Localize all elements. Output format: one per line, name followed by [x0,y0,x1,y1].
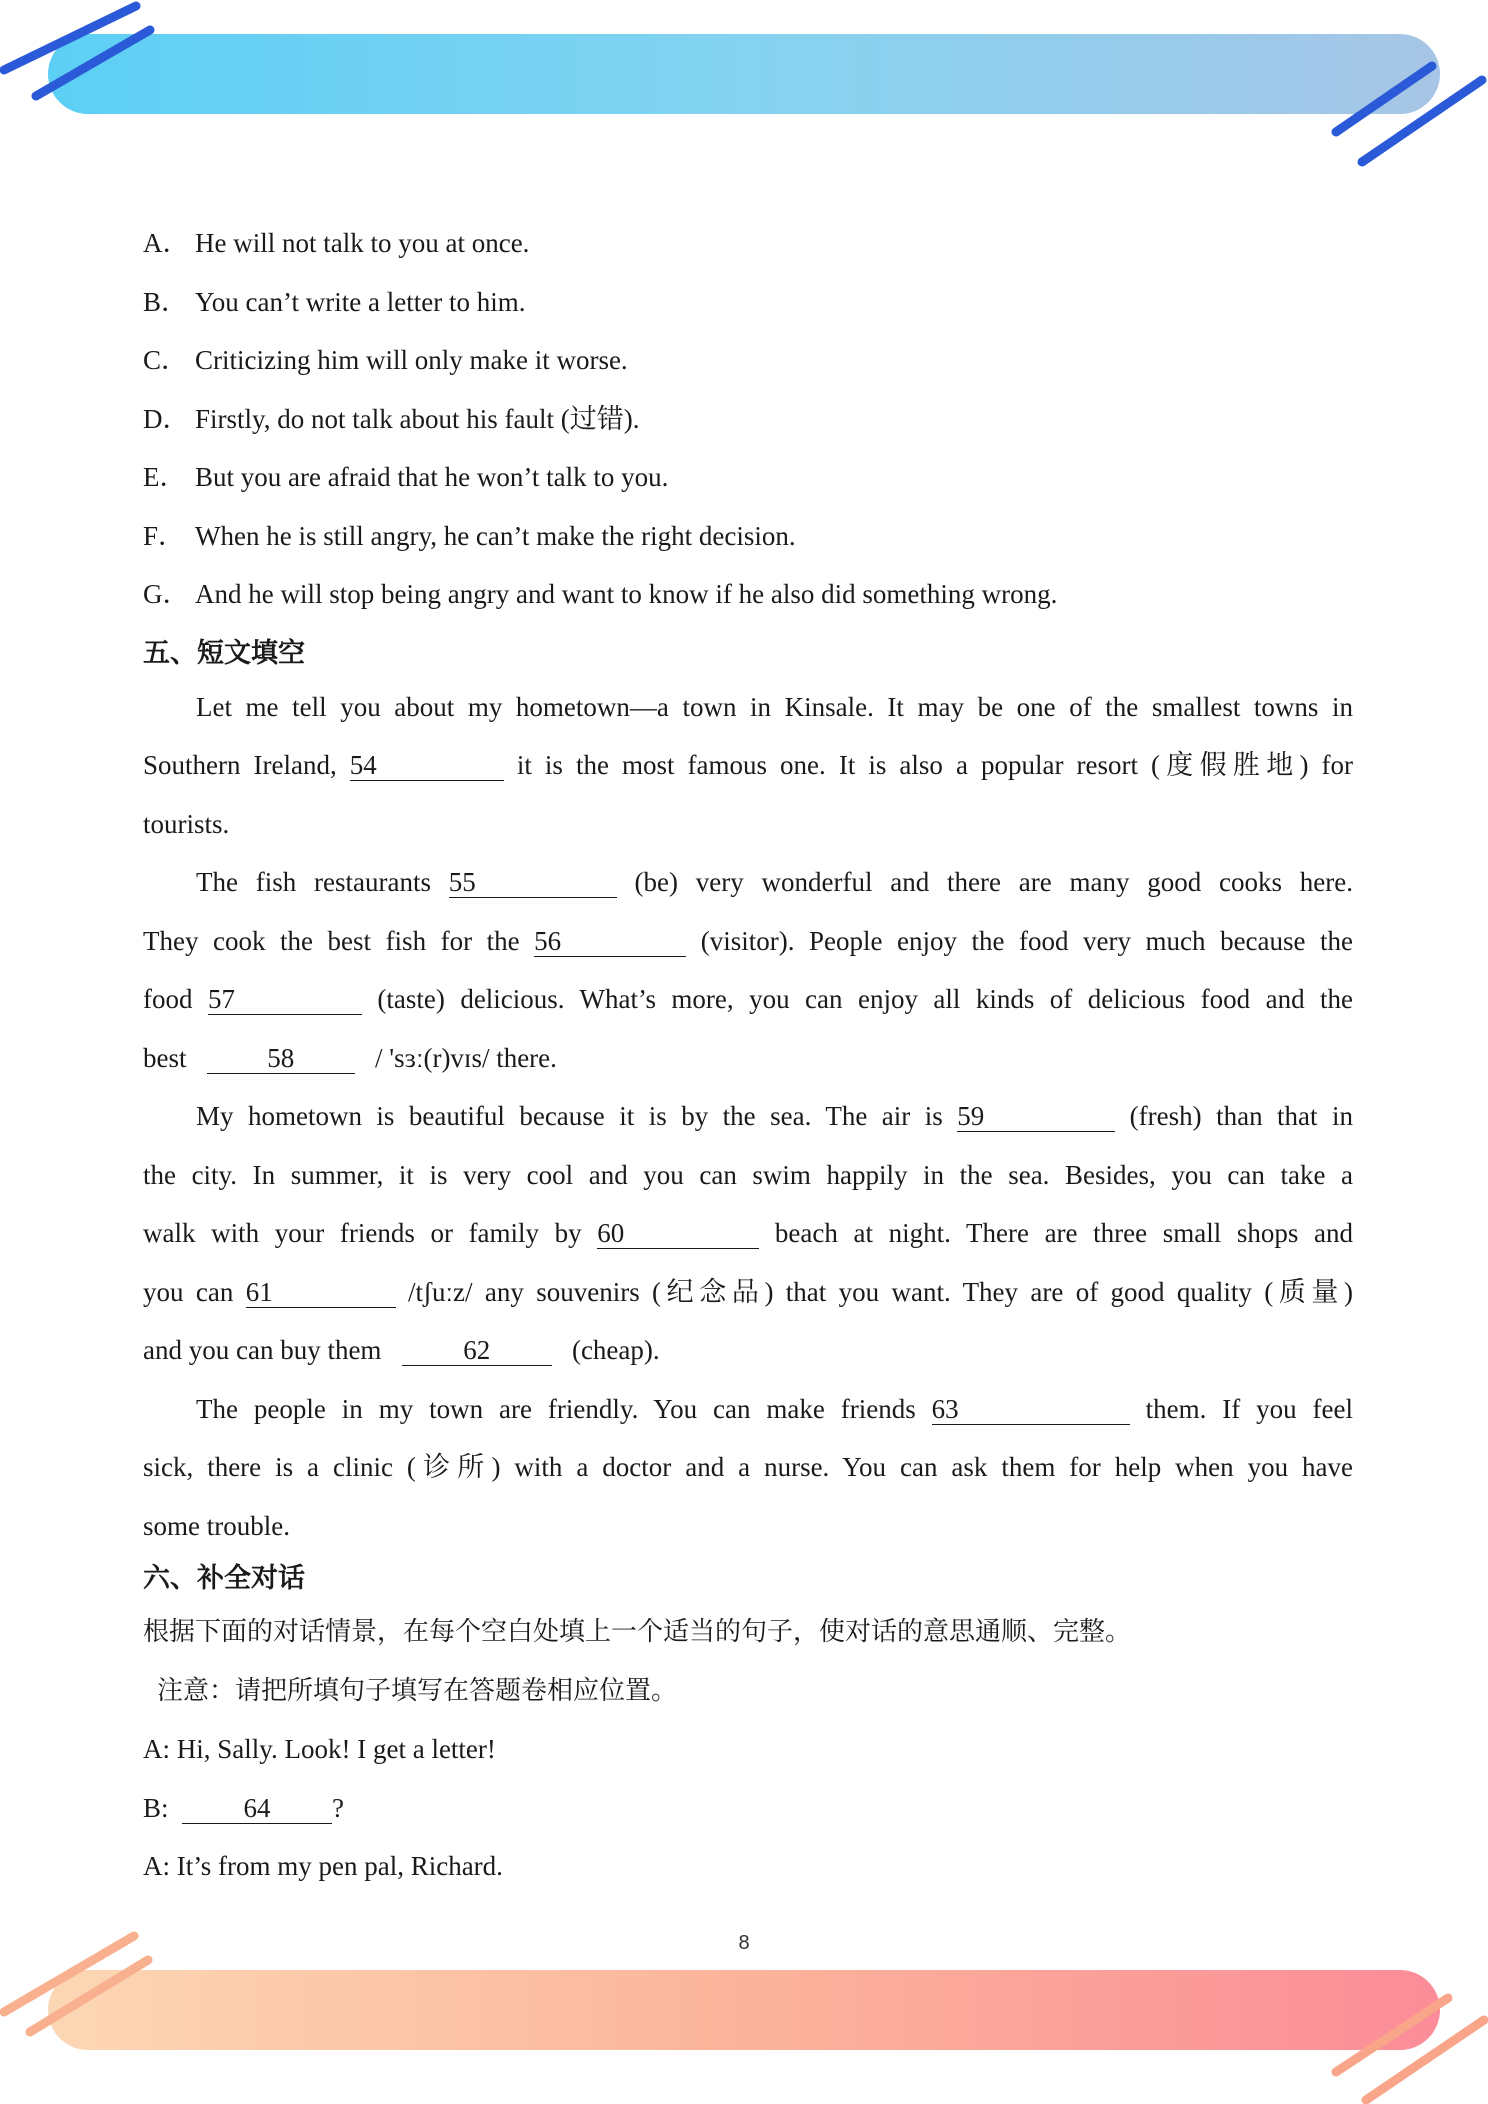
options-list [143,220,1353,630]
text-span: you can [143,1276,234,1307]
text-span: / 'sɜː(r)vɪs/ there. [375,1042,557,1073]
text-line [143,1263,1353,1322]
cloze-paragraph-4 [143,1380,1353,1556]
note-text: 注意：请把所填句子填写在答题卷相应位置。 [157,1675,678,1706]
option-text: But you are afraid that he won’t talk to you. [195,462,669,492]
option-letter: A． [143,228,190,258]
blank-60[interactable]: 60 [597,1218,759,1249]
text-span: (fresh) than that in [1129,1101,1353,1131]
option-letter: B． [143,286,189,317]
text-span: and you can buy them [143,1335,382,1365]
bottom-right-stripes [1326,1990,1488,2104]
footer-banner [48,1970,1440,2050]
blank-54[interactable]: 54 [350,750,504,781]
blank-63[interactable]: 63 [932,1394,1130,1425]
blank-61[interactable]: 61 [246,1277,396,1308]
option-d [143,396,1353,455]
option-text: You can’t write a letter to him. [195,286,526,317]
page-number: 8 [738,1932,750,1954]
section-heading-cloze: 五、短文填空 [143,637,305,669]
text-span: (taste) delicious. What’s more, you can enjoy all kinds of delicious food and the [377,984,1354,1014]
option-a [143,220,1353,279]
option-g [143,571,1353,630]
blank-57[interactable]: 57 [208,984,362,1015]
text-span: The people in my town are friendly. You can make friends [196,1393,916,1424]
text-line: Let me tell you about my hometown—a town in Kinsale. It may be one of the smallest towns in [196,691,1353,722]
cloze-paragraph-2 [143,853,1353,1087]
option-letter: E． [143,462,187,492]
text-span: them. If you feel [1145,1393,1354,1424]
option-b [143,279,1353,338]
text-span: (visitor). People enjoy the food very much because the [700,925,1354,956]
text-span: Southern Ireland, [143,750,337,780]
header-banner [48,34,1440,114]
option-text: When he is still angry, he can’t make the right decision. [195,520,796,551]
text-span: /tʃuːz/ any souvenirs (纪念品) that you want. They are of good quality (质量) [408,1276,1354,1307]
text-span: The fish restaurants [196,867,431,897]
text-span: They cook the best fish for the [143,925,520,956]
text-span: beach at night. There are three small shops and [774,1218,1353,1248]
text-span: ? [332,1792,344,1823]
option-text: Firstly, do not talk about his fault (过错). [195,403,640,434]
blank-55[interactable]: 55 [449,867,617,898]
cloze-paragraph-1 [143,678,1353,854]
text-span: best [143,1042,187,1073]
speaker-label: B: [143,1792,169,1823]
cloze-paragraph-3 [143,1087,1353,1380]
text-span: (cheap). [571,1335,660,1365]
text-line: the city. In summer, it is very cool and you can swim happily in the sea. Besides, you can take a [143,1159,1353,1190]
page-content [143,220,1353,1896]
text-span: (be) very wonderful and there are many good cooks here. [634,867,1354,897]
option-text: And he will stop being angry and want to know if he also did something wrong. [195,579,1058,609]
blank-59[interactable]: 59 [957,1101,1115,1132]
text-line: tourists. [143,808,230,839]
text-line [143,912,1353,971]
text-span: it is the most famous one. It is also a popular resort (度假胜地) for [516,750,1354,780]
option-e [143,454,1353,513]
text-line [143,1204,1353,1263]
instruction-text: 根据下面的对话情景，在每个空白处填上一个适当的句子，使对话的意思通顺、完整。 [143,1617,1132,1647]
text-line [143,1380,1353,1439]
dialogue-line-b1 [143,1779,1353,1838]
blank-58[interactable]: 58 [207,1043,355,1074]
text-span: walk with your friends or family by [143,1218,582,1248]
dialogue-line-a1: A: Hi, Sally. Look! I get a letter! [143,1734,496,1764]
text-line: some trouble. [143,1510,290,1541]
text-span: My hometown is beautiful because it is by the sea. The air is [196,1101,943,1131]
top-right-stripes [1320,50,1488,180]
dialogue-line-a2: A: It’s from my pen pal, Richard. [143,1851,503,1881]
option-text: Criticizing him will only make it worse. [195,345,628,375]
text-line [143,1029,1353,1088]
text-line [143,1321,1353,1380]
option-letter: G． [143,579,190,609]
blank-64[interactable]: 64 [182,1793,332,1824]
text-span: food [143,984,193,1014]
text-line [143,736,1353,795]
option-f [143,513,1353,572]
text-line: sick, there is a clinic (诊所) with a doctor and a nurse. You can ask them for help when you have [143,1452,1353,1482]
blank-56[interactable]: 56 [534,926,686,957]
option-c [143,337,1353,396]
option-letter: C． [143,345,189,375]
section-heading-dialogue: 六、补全对话 [143,1563,305,1594]
option-text: He will not talk to you at once. [195,228,530,258]
option-letter: F． [143,520,186,551]
blank-62[interactable]: 62 [402,1335,552,1366]
text-line [143,970,1353,1029]
top-left-stripes [0,0,170,120]
text-line [143,853,1353,912]
text-line [143,1087,1353,1146]
option-letter: D． [143,403,190,434]
